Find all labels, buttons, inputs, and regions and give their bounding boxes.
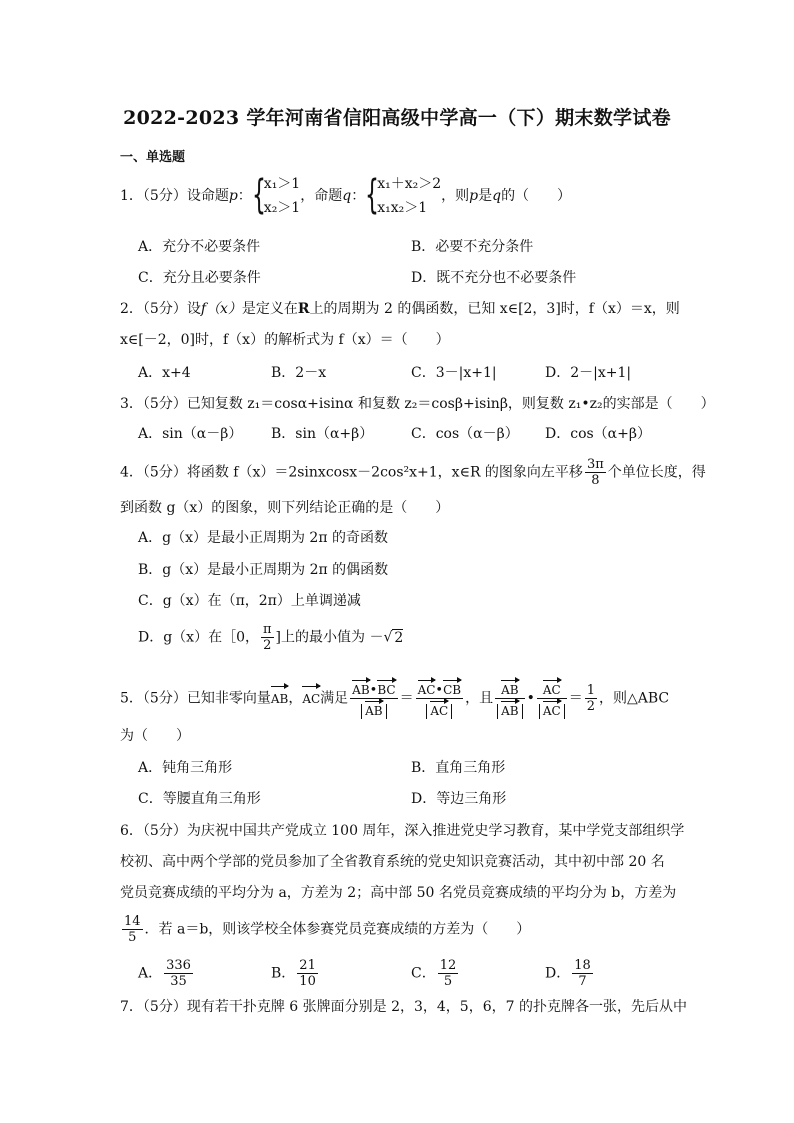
q2-text-a: 2．（5分）设	[120, 301, 201, 317]
q5-eq1: ＝	[399, 690, 414, 707]
q4-optd-fraction	[261, 622, 274, 653]
q4-optd-den: 2	[263, 638, 272, 653]
frac2-den-ac: AC	[430, 699, 448, 719]
q6-opt-c-num: 12	[439, 958, 457, 973]
q5-option-a: A．钝角三角形	[138, 760, 233, 776]
brace-icon: {	[251, 172, 266, 218]
q1-system-p	[252, 172, 300, 220]
frac3-den-ab: AB	[501, 699, 518, 719]
frac4-vec-ac: AC	[543, 678, 561, 698]
q2-fx: f（x）	[200, 301, 242, 317]
q5-half	[585, 683, 597, 714]
frac1-abs-ab	[361, 704, 386, 719]
frac4-den-ac: AC	[543, 699, 561, 719]
q1-colon1: ：	[237, 188, 252, 204]
question-4-line2: 到函数 g（x）的图象，则下列结论正确的是（ ）	[120, 500, 450, 516]
q2-option-a: A．x+4	[138, 365, 191, 381]
q1-colon2: ：	[351, 188, 366, 204]
question-6-line4	[120, 914, 530, 945]
q5-and: ，且	[465, 690, 494, 707]
q1-system-q	[365, 172, 441, 220]
q6-line4-text: ．若 a＝b，则该学校全体参赛党员竞赛成绩的方差为（ ）	[144, 921, 531, 938]
q5-tail: ，则△ABC	[598, 690, 670, 707]
question-5-line1	[120, 678, 669, 719]
q6-option-d	[545, 958, 595, 989]
q6-opt-a-den: 35	[170, 974, 187, 989]
vector-ac: AC	[302, 684, 320, 709]
q6-opt-b-num: 21	[299, 958, 316, 973]
brace-icon: {	[365, 172, 380, 218]
q1-text: 1．（5分）设命题	[120, 188, 229, 204]
q5-half-den: 2	[586, 699, 595, 714]
q1-option-a: A．充分不必要条件	[138, 239, 261, 255]
q4-option-c: C．g（x）在（π，2π）上单调递减	[138, 593, 361, 609]
frac1-vec-ab: AB	[352, 678, 369, 698]
q4-fraction	[585, 457, 606, 488]
q1-mid: ，命题	[300, 188, 343, 204]
q5-frac3	[495, 678, 524, 719]
q4-frac-num: 3π	[586, 457, 604, 472]
q6-opt-c-den: 5	[443, 974, 453, 989]
q3-option-d: D．cos（α+β）	[545, 426, 651, 442]
q6-frac-num: 14	[124, 914, 141, 929]
q6-opt-b-den: 10	[299, 974, 316, 989]
frac2-vec-cb: CB	[443, 678, 461, 698]
q1-option-c: C．充分且必要条件	[138, 270, 261, 286]
dot-3: •	[526, 690, 535, 707]
q5-comma: ，	[288, 690, 303, 707]
q2-option-d: D．2－|x+1|	[545, 365, 632, 381]
frac1-den-ab: AB	[365, 699, 382, 719]
q1-end3: 的（ ）	[501, 188, 572, 204]
frac4-abs-ac	[539, 704, 565, 719]
question-2-line1	[120, 299, 680, 319]
q6-opt-a-num: 336	[166, 958, 191, 973]
q4-option-b: B．g（x）是最小正周期为 2π 的偶函数	[138, 562, 389, 578]
vector-ab: AB	[271, 684, 288, 709]
q1-end2: 是	[478, 188, 493, 204]
q6-opt-d-num: 18	[574, 958, 591, 973]
q6-fraction	[122, 914, 143, 945]
frac3-abs-ab	[497, 704, 522, 719]
q3-option-b: B．sin（α+β）	[271, 426, 374, 442]
q6-frac-den: 5	[128, 930, 137, 945]
q5-frac1	[350, 678, 397, 719]
q1-p2: x₂＞1	[263, 200, 301, 216]
q6-opt-c-frac	[438, 958, 459, 989]
q1-option-d: D．既不充分也不必要条件	[411, 270, 577, 286]
q4-optd-sqrt: 2	[394, 629, 404, 646]
q4-text-b: 个单位长度，得	[607, 464, 706, 481]
q1-q2: x₁x₂＞1	[377, 200, 428, 216]
q6-opt-b-frac	[297, 958, 318, 989]
q6-opt-d-label: D．	[545, 965, 571, 982]
q5-eq2: ＝	[568, 690, 583, 707]
q2-R: R	[297, 301, 310, 317]
q4-optd-num: π	[263, 622, 272, 637]
q5-frac4	[537, 678, 567, 719]
q6-opt-d-den: 7	[578, 974, 587, 989]
question-7: 7．（5分）现有若干扑克牌 6 张牌面分别是 2，3，4，5，6，7 的扑克牌各一张，先后从中	[120, 999, 687, 1015]
q6-option-a	[138, 958, 195, 989]
frac3-vec-ab: AB	[501, 678, 518, 698]
q2-option-b: B．2－x	[271, 365, 327, 381]
q6-opt-c-label: C．	[411, 965, 436, 982]
q4-frac-den: 8	[591, 473, 600, 488]
q3-option-c: C．cos（α－β）	[411, 426, 519, 442]
question-2-line2: x∈[－2，0]时，f（x）的解析式为 f（x）＝（ ）	[120, 332, 450, 348]
q5-frac2	[416, 678, 464, 719]
q1-p: p	[228, 188, 238, 204]
sqrt-icon: √	[383, 629, 393, 646]
q6-opt-a-frac	[164, 958, 193, 989]
q1-p-ref: p	[469, 188, 479, 204]
q5-option-c: C．等腰直角三角形	[138, 791, 261, 807]
q2-option-c: C．3－|x+1|	[411, 365, 497, 381]
question-6-line1: 6．（5分）为庆祝中国共产党成立 100 周年，深入推进党史学习教育，某中学党支部组织学	[120, 823, 685, 839]
q4-text-a: 4．（5分）将函数 f（x）＝2sinxcosx－2cos²x+1，x∈R 的图象向左平移	[120, 464, 583, 481]
q3-option-a: A．sin（α－β）	[138, 426, 243, 442]
q6-opt-a-label: A．	[138, 965, 163, 982]
frac2-abs-ac	[426, 704, 452, 719]
q4-option-d	[138, 622, 403, 653]
question-4-line1	[120, 457, 706, 488]
q2-text-b: 是定义在	[241, 301, 298, 317]
dot-1: •	[369, 683, 378, 698]
page-title: 2022-2023 学年河南省信阳高级中学高一（下）期末数学试卷	[123, 107, 671, 129]
q1-q1: x₁＋x₂＞2	[377, 176, 442, 192]
q6-opt-b-label: B．	[271, 965, 296, 982]
frac2-vec-ac: AC	[418, 678, 436, 698]
question-1	[120, 172, 571, 220]
q5-satisfy: 满足	[320, 690, 349, 707]
question-6-line3: 党员竞赛成绩的平均分为 a，方差为 2；高中部 50 名党员竞赛成绩的平均分为 b，方差为	[120, 885, 677, 901]
question-6-line2: 校初、高中两个学部的党员参加了全省教育系统的党史知识竞赛活动，其中初中部 20 名	[120, 854, 665, 870]
question-5-line2: 为（ ）	[120, 728, 190, 744]
q6-opt-d-frac	[572, 958, 593, 989]
q1-q: q	[342, 188, 352, 204]
q5-option-b: B．直角三角形	[411, 760, 506, 776]
question-3: 3．（5分）已知复数 z₁＝cosα+isinα 和复数 z₂＝cosβ+isinβ，则复数 z₁•z₂的实部是（ ）	[120, 396, 715, 412]
section-heading: 一、单选题	[120, 150, 186, 165]
dot-2: •	[435, 683, 444, 698]
frac1-vec-bc: BC	[377, 678, 395, 698]
q2-text-c: 上的周期为 2 的偶函数，已知 x∈[2，3]时，f（x）＝x，则	[309, 301, 680, 317]
q1-option-b: B．必要不充分条件	[411, 239, 534, 255]
q6-option-b	[271, 958, 320, 989]
q4-option-a: A．g（x）是最小正周期为 2π 的奇函数	[138, 530, 388, 546]
q5-text-a: 5．（5分）已知非零向量	[120, 690, 271, 707]
q1-end1: ，则	[441, 188, 470, 204]
q1-q-ref: q	[492, 188, 502, 204]
q1-p1: x₁＞1	[263, 176, 301, 192]
q6-option-c	[411, 958, 460, 989]
q5-option-d: D．等边三角形	[411, 791, 507, 807]
q5-half-num: 1	[586, 683, 595, 698]
q4-optd-b: ]上的最小值为 －	[275, 629, 384, 646]
q4-optd-a: D．g（x）在［0，	[138, 629, 259, 646]
